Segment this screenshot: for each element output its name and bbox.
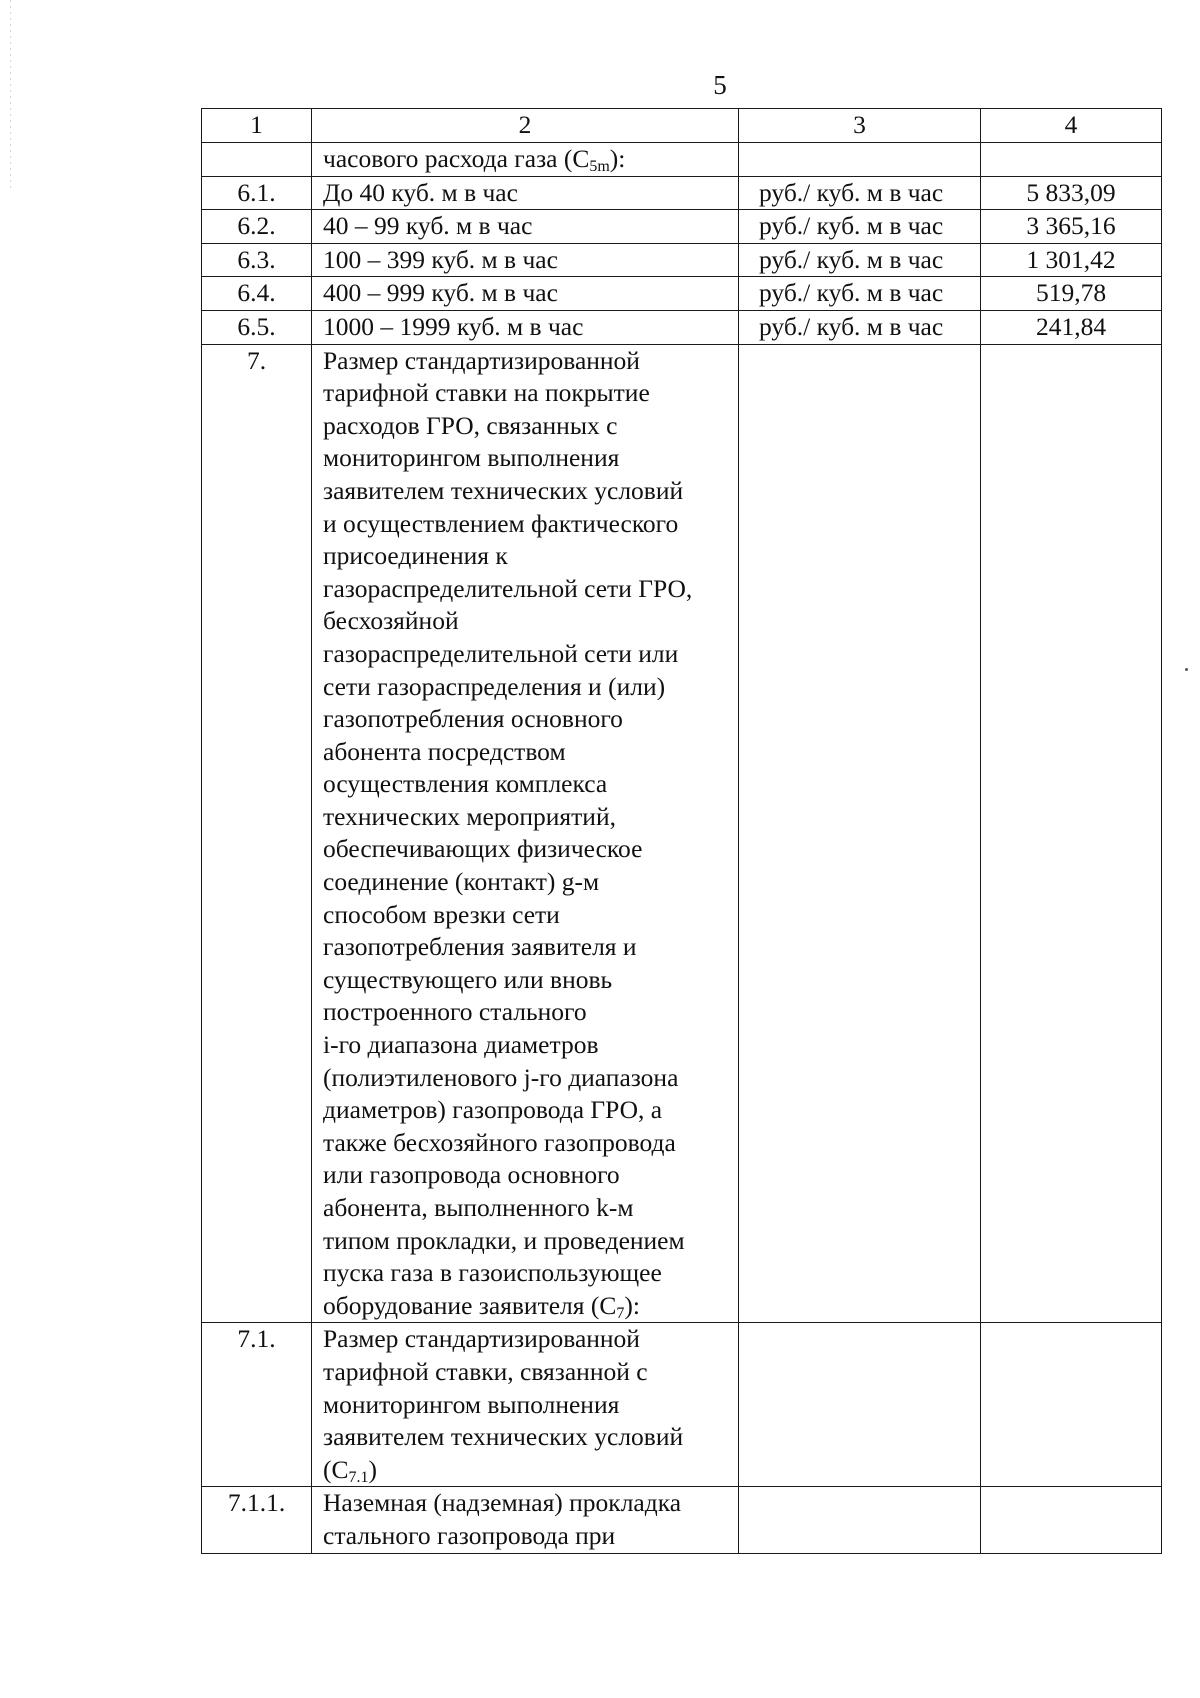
row-value: 3 365,16: [981, 210, 1162, 244]
page-number: 5: [713, 70, 727, 100]
row-7-line: (полиэтиленового j-го диапазона: [323, 1062, 679, 1092]
table-header-row: [202, 109, 1162, 143]
row-7-line: газопотребления заявителя и: [323, 932, 637, 962]
row-7-line: мониторингом выполнения: [323, 443, 620, 473]
row-number: 7.1.1.: [202, 1487, 312, 1553]
row-7-line: расходов ГРО, связанных с: [323, 410, 618, 440]
row-number: 6.1.: [202, 176, 312, 210]
row-7-1-line: заявителем технических условий: [323, 1422, 684, 1452]
table-row-7-1-1: [202, 1487, 1162, 1553]
row-7-line: также бесхозяйного газопровода: [323, 1127, 676, 1157]
row-7-line: или газопровода основного: [323, 1160, 620, 1190]
row-number: 7.1.: [202, 1323, 312, 1487]
table-row-7: [202, 344, 1162, 1323]
row-7-1-1-line: Наземная (надземная) прокладка: [323, 1488, 682, 1518]
row-7-line: обеспечивающих физическое: [323, 834, 643, 864]
row-value: 5 833,09: [981, 176, 1162, 210]
row-7-line: типом прокладки, и проведением: [323, 1225, 685, 1255]
row-7-line: тарифной ставки на покрытие: [323, 378, 650, 408]
row-7-line: диаметров) газопровода ГРО, а: [323, 1095, 663, 1125]
row-7-line: построенного стального: [323, 997, 587, 1027]
table-row: [202, 243, 1162, 277]
row-7-line: газораспределительной сети или: [323, 638, 679, 668]
table-row: [202, 310, 1162, 344]
row-value: 519,78: [981, 277, 1162, 311]
row-7-last-line: оборудование заявителя $(С_7)$:: [323, 1290, 640, 1322]
row-description: 40 – 99 куб. м в час: [312, 210, 739, 244]
row-7-1-line: мониторингом выполнения: [323, 1389, 620, 1419]
header-cell-1: 1: [202, 109, 312, 143]
table-row: [202, 176, 1162, 210]
row-description: 100 – 399 куб. м в час: [312, 243, 739, 277]
continuation-row: [202, 143, 1162, 177]
header-cell-2: 2: [312, 109, 739, 143]
row-7-line: технических мероприятий,: [323, 801, 616, 831]
row-7-1-1-line: стального газопровода при: [323, 1520, 616, 1550]
row-number: 6.2.: [202, 210, 312, 244]
row-7-line: бесхозяйной: [323, 606, 459, 636]
row-description: 400 – 999 куб. м в час: [312, 277, 739, 311]
header-cell-3: 3: [739, 109, 981, 143]
row-unit: руб./ куб. м в час: [739, 277, 981, 311]
row-number: 7.: [202, 344, 312, 1323]
row-7-line: абонента, выполненного k-м: [323, 1193, 634, 1222]
row-7-line: i-го диапазона диаметров: [323, 1030, 599, 1060]
row-7-line: сети газораспределения и (или): [323, 671, 666, 701]
row-unit: руб./ куб. м в час: [739, 210, 981, 244]
row-unit: руб./ куб. м в час: [739, 310, 981, 344]
row-7-line: существующего или вновь: [323, 964, 613, 994]
header-cell-4: 4: [981, 109, 1162, 143]
row-7-line: газораспределительной сети ГРО,: [323, 573, 693, 603]
table-row-7-1: [202, 1323, 1162, 1487]
row-value: 241,84: [981, 310, 1162, 344]
row-number: 6.3.: [202, 243, 312, 277]
row-number: 6.4.: [202, 277, 312, 311]
tariff-table: [201, 108, 1162, 1554]
row-unit: руб./ куб. м в час: [739, 243, 981, 277]
row-7-line: способом врезки сети: [323, 899, 560, 929]
row-7-line: соединение (контакт) g-м: [323, 867, 600, 897]
row-description: 1000 – 1999 куб. м в час: [312, 310, 739, 344]
table-row: [202, 210, 1162, 244]
row-7-line: газопотребления основного: [323, 704, 623, 734]
row-7-line: и осуществлением фактического: [323, 508, 679, 538]
row-number: 6.5.: [202, 310, 312, 344]
scan-speck: [1185, 668, 1188, 671]
row-7-1-line: тарифной ставки, связанной с: [323, 1356, 648, 1386]
continuation-text: часового расхода газа $(С_{5m})$:: [312, 143, 739, 177]
table-row: [202, 277, 1162, 311]
row-7-1-last-line: $(С_{7.1})$: [323, 1454, 377, 1486]
row-unit: руб./ куб. м в час: [739, 176, 981, 210]
row-7-description: [312, 344, 739, 1323]
row-7-line: заявителем технических условий: [323, 475, 684, 505]
row-7-line: осуществления комплекса: [323, 769, 608, 799]
row-7-1-description: [312, 1323, 739, 1487]
row-7-line: пуска газа в газоиспользующее: [323, 1258, 662, 1288]
row-7-line: абонента посредством: [323, 736, 566, 766]
row-7-line: присоединения к: [323, 541, 508, 571]
row-description: До 40 куб. м в час: [312, 176, 739, 210]
row-7-1-line: Размер стандартизированной: [323, 1324, 640, 1354]
row-7-1-1-description: [312, 1487, 739, 1553]
row-7-line: Размер стандартизированной: [323, 345, 640, 375]
row-value: 1 301,42: [981, 243, 1162, 277]
